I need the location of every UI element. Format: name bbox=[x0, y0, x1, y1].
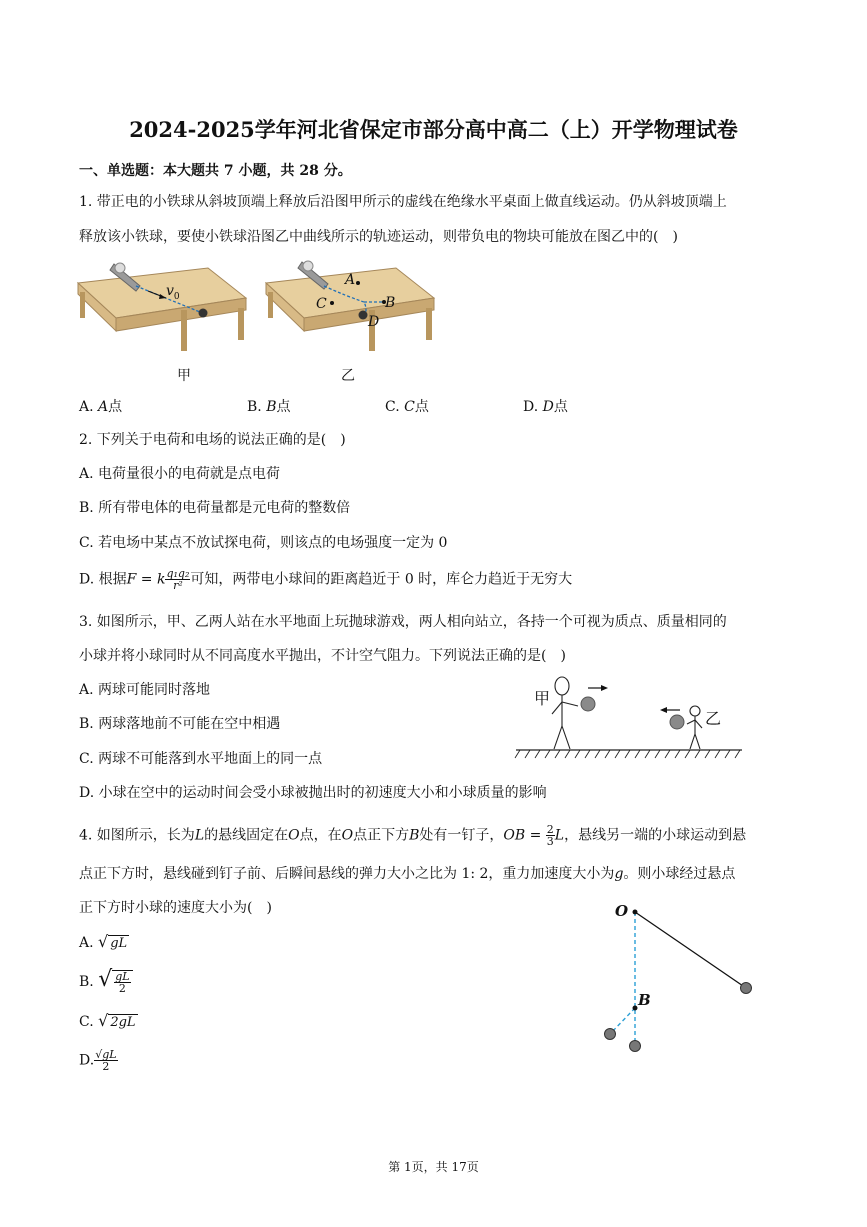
q3-stem-line2: 小球并将小球同时从不同高度水平抛出，不计空气阻力。下列说法正确的是( ) bbox=[79, 648, 566, 664]
option-var: D bbox=[542, 399, 554, 415]
sqrt-sign: √ bbox=[98, 932, 109, 951]
fraction-numerator: √gL bbox=[95, 1048, 117, 1061]
symbol-o: O bbox=[288, 827, 300, 844]
q4-text: 点，在 bbox=[299, 827, 342, 844]
page-footer: 第 1页，共 17页 bbox=[388, 1160, 479, 1174]
option-label: C. bbox=[385, 399, 405, 415]
fraction-denominator: 2 bbox=[102, 1060, 110, 1073]
q3-stem-line1: 3. 如图所示，甲、乙两人站在水平地面上玩抛球游戏，两人相向站立，各持一个可视为质点、质量相同的 bbox=[79, 614, 727, 630]
section-heading: 一、单选题：本大题共 7 小题，共 28 分。 bbox=[79, 163, 352, 179]
q2-option-c: C. 若电场中某点不放试探电荷，则该点的电场强度一定为 0 bbox=[79, 535, 448, 551]
symbol-l: L bbox=[554, 827, 565, 844]
symbol-g: g bbox=[614, 866, 624, 882]
q4-pendulum-figure bbox=[596, 900, 761, 1060]
q1-point-a: A bbox=[345, 272, 356, 288]
sqrt-sign: √ bbox=[98, 1011, 109, 1030]
symbol-o: O bbox=[341, 827, 354, 844]
q1-point-b: B bbox=[385, 295, 396, 311]
option-var: B bbox=[266, 399, 277, 415]
option-label: B. bbox=[79, 974, 94, 990]
fraction-denominator: 3 bbox=[546, 835, 554, 848]
fraction-numerator: q₁q₂ bbox=[166, 567, 190, 580]
option-suffix: 点 bbox=[108, 399, 123, 415]
option-suffix: 点 bbox=[414, 399, 429, 415]
fraction-denominator: 2 bbox=[118, 982, 126, 995]
q1-point-d: D bbox=[368, 314, 380, 330]
q1-option-a bbox=[79, 397, 122, 417]
v0-subscript: 0 bbox=[173, 291, 180, 302]
q4-option-b bbox=[79, 967, 133, 995]
q1-option-c bbox=[385, 397, 429, 417]
q4-text: 点正下方时，悬线碰到钉子前、后瞬间悬线的弹力大小之比为 1: 2，重力加速度大小为 bbox=[79, 866, 615, 882]
q4-stem-line3: 正下方时小球的速度大小为( ) bbox=[79, 900, 272, 916]
q4-stem-line1 bbox=[79, 824, 746, 847]
q3-option-d: D. 小球在空中的运动时间会受小球被抛出时的初速度大小和小球质量的影响 bbox=[79, 785, 547, 801]
q4-label-b: B bbox=[638, 991, 651, 1009]
q4-text: 4. 如图所示，长为 bbox=[79, 827, 195, 844]
q3-label-jia: 甲 bbox=[534, 689, 551, 708]
option-label: A. bbox=[79, 935, 94, 951]
sqrt-sign: √ bbox=[98, 967, 113, 992]
option-label: A. bbox=[79, 399, 99, 415]
q1-option-b bbox=[247, 397, 291, 417]
q1-stem-line1: 1. 带正电的小铁球从斜坡顶端上释放后沿图甲所示的虚线在绝缘水平桌面上做直线运动。仍从斜坡顶端上 bbox=[79, 194, 727, 210]
q1-caption-yi: 乙 bbox=[341, 368, 355, 384]
q1-v0-label bbox=[166, 283, 180, 302]
option-label: D. bbox=[523, 399, 543, 415]
two-thirds-fraction bbox=[546, 824, 555, 847]
q4-option-c bbox=[79, 1011, 138, 1033]
coulomb-formula: F = k bbox=[126, 571, 166, 588]
q3-option-c: C. 两球不可能落到水平地面上的同一点 bbox=[79, 751, 323, 767]
q3-label-yi: 乙 bbox=[705, 709, 722, 728]
q2-option-a: A. 电荷量很小的电荷就是点电荷 bbox=[79, 466, 281, 482]
q4-text: ，悬线另一端的小球运动到悬 bbox=[564, 827, 747, 844]
q3-option-a: A. 两球可能同时落地 bbox=[79, 682, 211, 698]
q4-text: 点正下方 bbox=[353, 827, 410, 844]
q3-option-b: B. 两球落地前不可能在空中相遇 bbox=[79, 716, 281, 732]
coulomb-fraction bbox=[165, 568, 190, 591]
q1-figure-jia bbox=[78, 258, 253, 358]
q1-stem-line2: 释放该小铁球，要使小铁球沿图乙中曲线所示的轨迹运动，则带负电的物块可能放在图乙中的( ) bbox=[79, 229, 678, 245]
option-d-suffix: 可知，两带电小球间的距离趋近于 0 时，库仑力趋近于无穷大 bbox=[190, 571, 573, 588]
q2-option-d bbox=[79, 568, 572, 591]
q4-label-o: O bbox=[615, 902, 629, 920]
fraction-numerator: 2 bbox=[546, 823, 554, 836]
sqrt-fraction bbox=[112, 970, 132, 994]
v0-symbol: v bbox=[166, 283, 174, 299]
option-label: B. bbox=[247, 399, 267, 415]
fraction-denominator: r² bbox=[173, 579, 183, 592]
fraction bbox=[94, 1049, 117, 1072]
q4-text: 。则小球经过悬点 bbox=[623, 866, 736, 882]
option-var: C bbox=[404, 399, 415, 415]
q1-point-c: C bbox=[316, 296, 327, 312]
radicand: 2gL bbox=[110, 1015, 136, 1030]
q2-option-b: B. 所有带电体的电荷量都是元电荷的整数倍 bbox=[79, 500, 351, 516]
q4-option-d bbox=[79, 1049, 118, 1072]
q4-text: 的悬线固定在 bbox=[204, 827, 289, 844]
symbol-ob: OB bbox=[503, 827, 526, 844]
option-label: D. bbox=[79, 1052, 95, 1069]
option-d-prefix: D. 根据 bbox=[79, 571, 127, 588]
q2-stem: 2. 下列关于电荷和电场的说法正确的是( ) bbox=[79, 432, 346, 448]
q1-caption-jia: 甲 bbox=[177, 368, 191, 384]
page-title: 2024-2025学年河北省保定市部分高中高二（上）开学物理试卷 bbox=[129, 117, 738, 142]
fraction-numerator: gL bbox=[115, 970, 130, 983]
q4-text: 处有一钉子， bbox=[419, 827, 504, 844]
symbol-b: B bbox=[409, 827, 420, 844]
option-suffix: 点 bbox=[276, 399, 291, 415]
option-label: C. bbox=[79, 1014, 94, 1030]
radicand: gL bbox=[110, 936, 128, 951]
q4-stem-line2 bbox=[79, 864, 735, 884]
q4-option-a bbox=[79, 932, 129, 954]
q1-option-d bbox=[523, 397, 568, 417]
option-var: A bbox=[98, 399, 109, 415]
equals-sign: = bbox=[525, 827, 546, 844]
symbol-l: L bbox=[194, 827, 205, 844]
option-suffix: 点 bbox=[553, 399, 568, 415]
